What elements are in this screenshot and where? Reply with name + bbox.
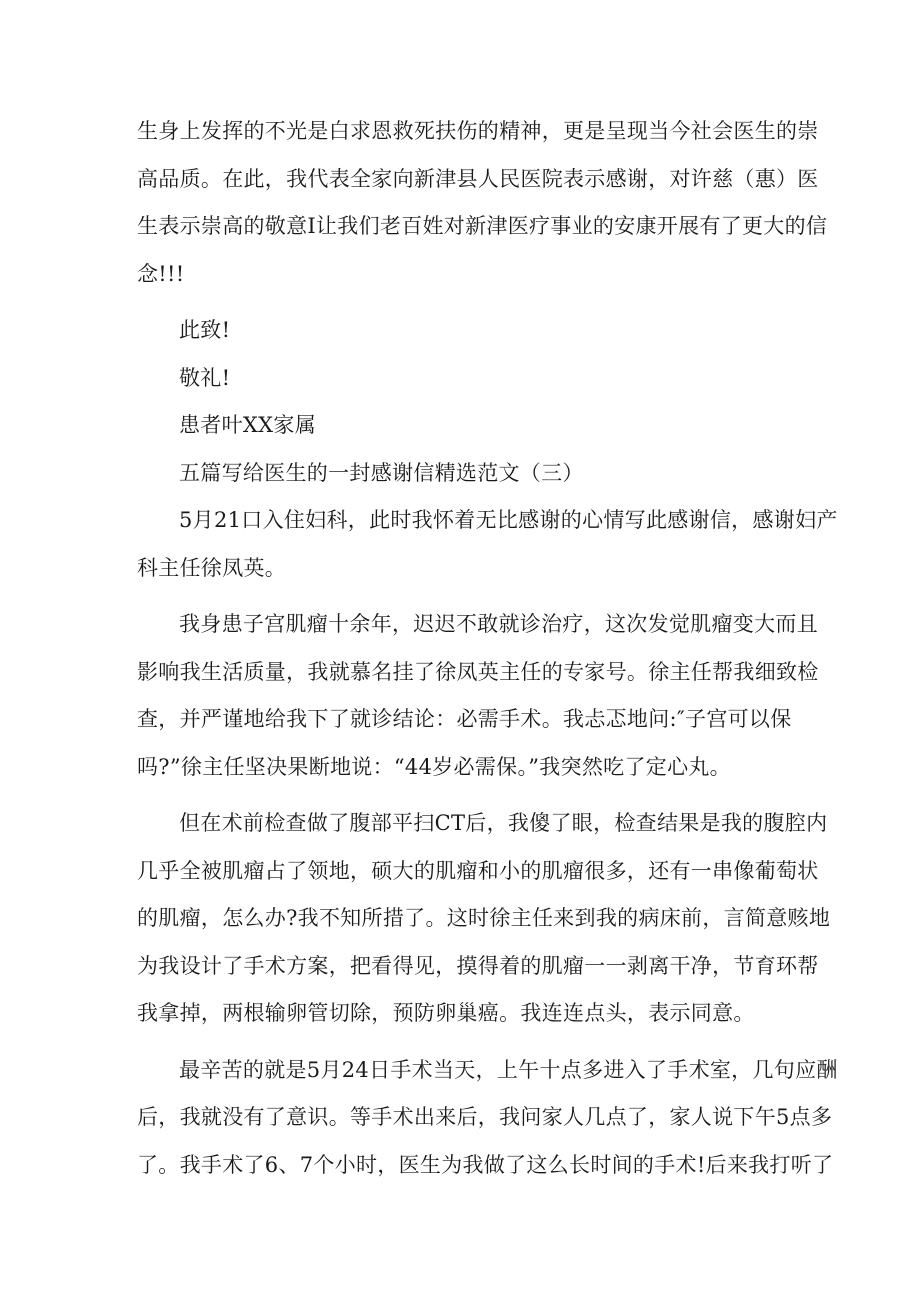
text-line: 几乎全被肌瘤占了领地，硕大的肌瘤和小的肌瘤很多，还有一串像葡萄状 bbox=[137, 858, 819, 883]
section-heading bbox=[137, 450, 797, 498]
text-line: 此致! bbox=[179, 318, 231, 342]
paragraph-9 bbox=[137, 1047, 838, 1190]
text-line: 生表示崇高的敬意I让我们老百姓对新津医疗事业的安康开展有了更大的信 bbox=[137, 214, 828, 238]
paragraph-8 bbox=[137, 800, 831, 1038]
text-line: 后，我就没有了意识。等手术出来后，我问家人几点了，家人说下午5点多 bbox=[137, 1105, 833, 1129]
signature-line bbox=[137, 402, 797, 450]
text-line: 吗?”徐主任坚决果断地说：“44岁必需保。”我突然吃了定心丸。 bbox=[137, 754, 731, 779]
text-line: 了。我手术了6、7个小时，医生为我做了这么长时间的手术!后来我打听了 bbox=[137, 1152, 834, 1177]
text-line: 念!!! bbox=[137, 261, 185, 286]
text-line: 高品质。在此，我代表全家向新津县人民医院表示感谢，对许慈（惠）医 bbox=[137, 166, 819, 191]
text-line: 但在术前检查做了腹部平扫CT后，我傻了眼，检查结果是我的腹腔内 bbox=[179, 811, 828, 835]
paragraph-6 bbox=[137, 497, 838, 592]
text-line: 患者叶XX家属 bbox=[179, 413, 316, 437]
text-line: 五篇写给医生的一封感谢信精选范文（三） bbox=[179, 460, 584, 485]
text-line: 敬礼! bbox=[179, 365, 231, 390]
text-line: 我身患子宫肌瘤十余年，迟迟不敢就诊治疗，这次发觉肌瘤变大而且 bbox=[179, 612, 818, 636]
text-line: 5月21口入住妇科，此时我怀着无比感谢的心情写此感谢信，感谢妇产 bbox=[179, 508, 838, 532]
text-line: 生身上发挥的不光是白求恩救死扶伤的精神，更是呈现当今社会医生的崇 bbox=[137, 119, 819, 143]
text-line: 查，并严谨地给我下了就诊结论：必需手术。我忐忑地问:″子宫可以保 bbox=[137, 707, 792, 731]
text-line: 我拿掉，两根输卵管切除，预防卵巢癌。我连连点头，表示同意。 bbox=[137, 1001, 755, 1025]
paragraph-1 bbox=[137, 108, 828, 298]
text-line: 科主任徐凤英。 bbox=[137, 555, 287, 580]
closing-salutation-1 bbox=[137, 307, 797, 355]
paragraph-7 bbox=[137, 601, 819, 791]
text-line: 影响我生活质量，我就慕名挂了徐凤英主任的专家号。徐主任帮我细致检 bbox=[137, 659, 819, 684]
text-line: 最辛苦的就是5月24日手术当天，上午十点多进入了手术室，几句应酬 bbox=[179, 1057, 838, 1082]
closing-salutation-2 bbox=[137, 355, 797, 403]
text-line: 的肌瘤，怎么办?我不知所措了。这时徐主任来到我的病床前，言简意赅地 bbox=[137, 906, 831, 930]
text-line: 为我设计了手术方案，把看得见，摸得着的肌瘤一一剥离干净，节育环帮 bbox=[137, 953, 819, 978]
letter-body bbox=[137, 108, 838, 1189]
